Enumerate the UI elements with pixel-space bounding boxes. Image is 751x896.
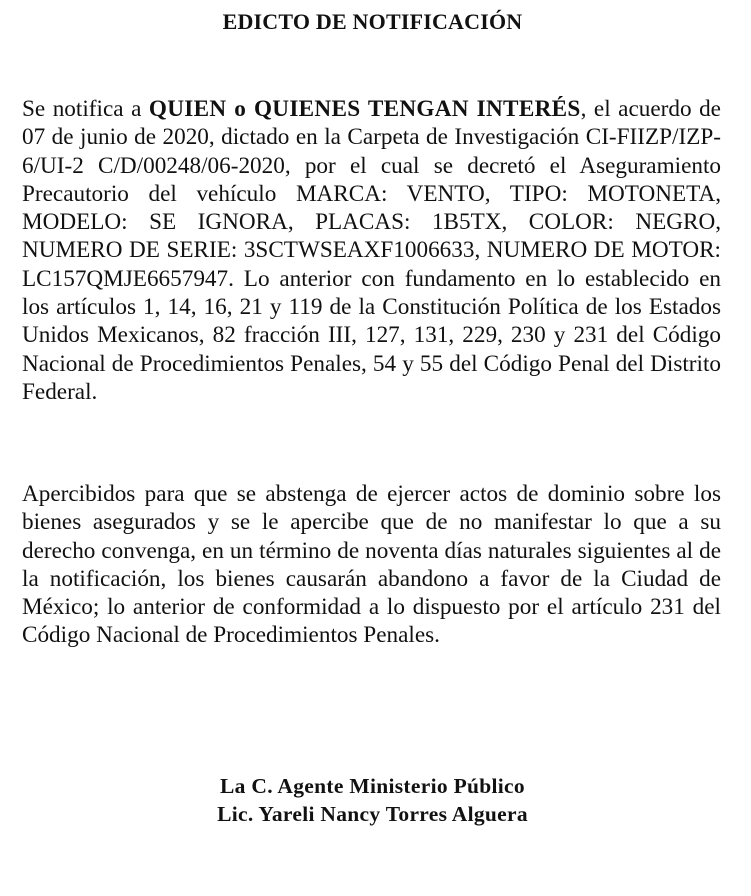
signature-name: Lic. Yareli Nancy Torres Alguera bbox=[217, 802, 528, 826]
signature-role: La C. Agente Ministerio Público bbox=[220, 774, 525, 798]
document-title: EDICTO DE NOTIFICACIÓN bbox=[222, 9, 523, 34]
warning-paragraph: Apercibidos para que se abstenga de ejercer actos de dominio sobre los bienes asegurados y se le apercibe que de no manifestar lo que a su derecho convenga, en un término de noventa días naturales siguientes al de la notificación, los bienes causarán abandono a favor de la Ciudad de México; lo anterior de conformidad a lo dispuesto por el artículo 231 del Código Nacional de Procedimientos Penales. bbox=[22, 481, 721, 649]
paragraph-lead: Se notifica a bbox=[22, 96, 149, 122]
paragraph-body: , el acuerdo de 07 de junio de 2020, dictado en la Carpeta de Investigación CI-FIIZP/IZP-6/UI-2 C/D/00248/06-2020, por el cual se decretó el Aseguramiento Precautorio del vehículo MARCA: VENTO, TIPO: MOTONETA, MODELO: SE IGNORA, PLACAS: 1B5TX, COLOR: NEGRO, NUMERO DE SERIE: 3SCTWSEAXF1006633, NUMERO DE MOTOR: LC157QMJE6657947. Lo anterior con fundamento en lo establecido en los artículos 1, 14, 16, 21 y 119 de la Constitución Política de los Estados Unidos Mexicanos, 82 fracción III, 127, 131, 229, 230 y 231 del Código Nacional de Procedimientos Penales, 54 y 55 del Código Penal del Distrito Federal. bbox=[22, 96, 721, 405]
addressee: QUIEN o QUIENES TENGAN INTERÉS bbox=[148, 96, 581, 122]
notification-paragraph bbox=[22, 95, 721, 406]
